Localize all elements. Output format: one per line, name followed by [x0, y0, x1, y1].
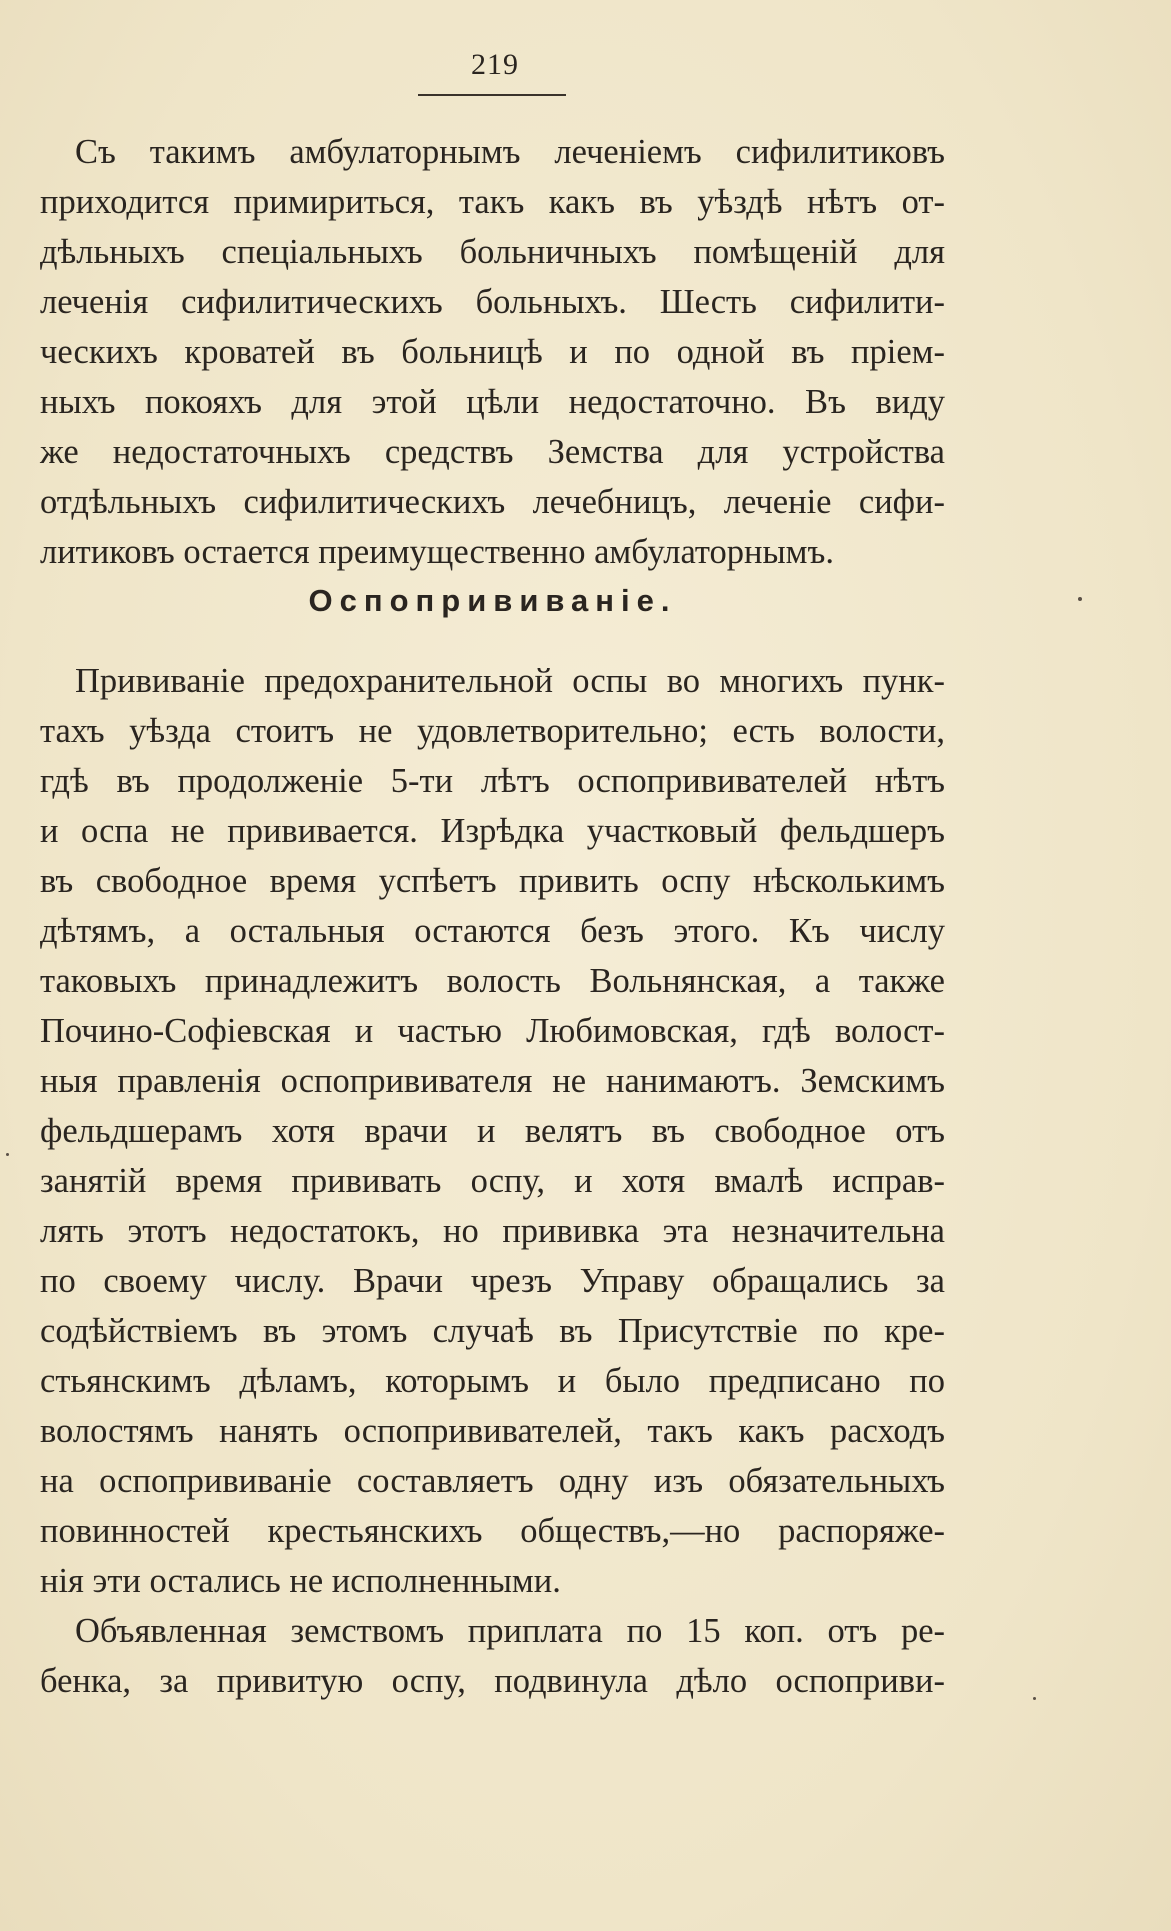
page-number: 219: [471, 48, 519, 81]
text-line: нія эти остались не исполненными.: [40, 1562, 561, 1600]
text-line: фельдшерамъ хотя врачи и велятъ въ свободное отъ: [40, 1112, 945, 1150]
text-line: Съ такимъ амбулаторнымъ леченіемъ сифилитиковъ: [75, 133, 945, 171]
text-line: и оспа не прививается. Изрѣдка участковый фельдшеръ: [40, 812, 945, 850]
text-line: гдѣ въ продолженіе 5-ти лѣтъ оспопрививателей нѣтъ: [40, 762, 945, 800]
text-line: въ свободное время успѣетъ привить оспу нѣсколькимъ: [40, 862, 945, 900]
text-line: приходится примириться, такъ какъ въ уѣздѣ нѣтъ от-: [40, 183, 945, 221]
text-line: на оспопрививаніе составляетъ одну изъ обязательныхъ: [40, 1462, 945, 1500]
page-number-rule: [418, 94, 566, 96]
section-heading: Оспопрививаніе.: [308, 583, 677, 618]
ink-speck: [1078, 597, 1082, 601]
text-line: же недостаточныхъ средствъ Земства для устройства: [40, 433, 945, 471]
text-line: повинностей крестьянскихъ обществъ,—но распоряже-: [40, 1512, 945, 1550]
text-line: Прививаніе предохранительной оспы во многихъ пунк-: [75, 662, 945, 700]
text-line: леченія сифилитическихъ больныхъ. Шесть сифилити-: [40, 283, 945, 321]
text-line: волостямъ нанять оспопрививателей, такъ какъ расходъ: [40, 1412, 945, 1450]
text-line: ныхъ покояхъ для этой цѣли недостаточно. Въ виду: [40, 383, 945, 421]
text-line: литиковъ остается преимущественно амбулаторнымъ.: [40, 533, 834, 571]
text-line: стьянскимъ дѣламъ, которымъ и было предписано по: [40, 1362, 945, 1400]
text-line: ческихъ кроватей въ больницѣ и по одной въ пріем-: [40, 333, 945, 371]
text-line: Почино-Софіевская и частью Любимовская, гдѣ волост-: [40, 1012, 945, 1050]
text-line: занятій время прививать оспу, и хотя вмалѣ исправ-: [40, 1162, 945, 1200]
ink-speck: [1033, 1697, 1036, 1700]
text-line: дѣльныхъ спеціальныхъ больничныхъ помѣщеній для: [40, 233, 945, 271]
text-line: содѣйствіемъ въ этомъ случаѣ въ Присутствіе по кре-: [40, 1312, 945, 1350]
text-line: таковыхъ принадлежитъ волость Вольнянская, а также: [40, 962, 945, 1000]
text-line: тахъ уѣзда стоитъ не удовлетворительно; есть волости,: [40, 712, 945, 750]
text-line: Объявленная земствомъ приплата по 15 коп. отъ ре-: [75, 1612, 945, 1650]
text-line: отдѣльныхъ сифилитическихъ лечебницъ, леченіе сифи-: [40, 483, 945, 521]
text-line: бенка, за привитую оспу, подвинула дѣло оспоприви-: [40, 1662, 945, 1700]
text-line: ныя правленія оспопрививателя не нанимаютъ. Земскимъ: [40, 1062, 945, 1100]
text-line: дѣтямъ, а остальныя остаются безъ этого. Къ числу: [40, 912, 945, 950]
ink-speck: [6, 1153, 9, 1156]
text-line: лять этотъ недостатокъ, но прививка эта незначительна: [40, 1212, 945, 1250]
text-line: по своему числу. Врачи чрезъ Управу обращались за: [40, 1262, 945, 1300]
